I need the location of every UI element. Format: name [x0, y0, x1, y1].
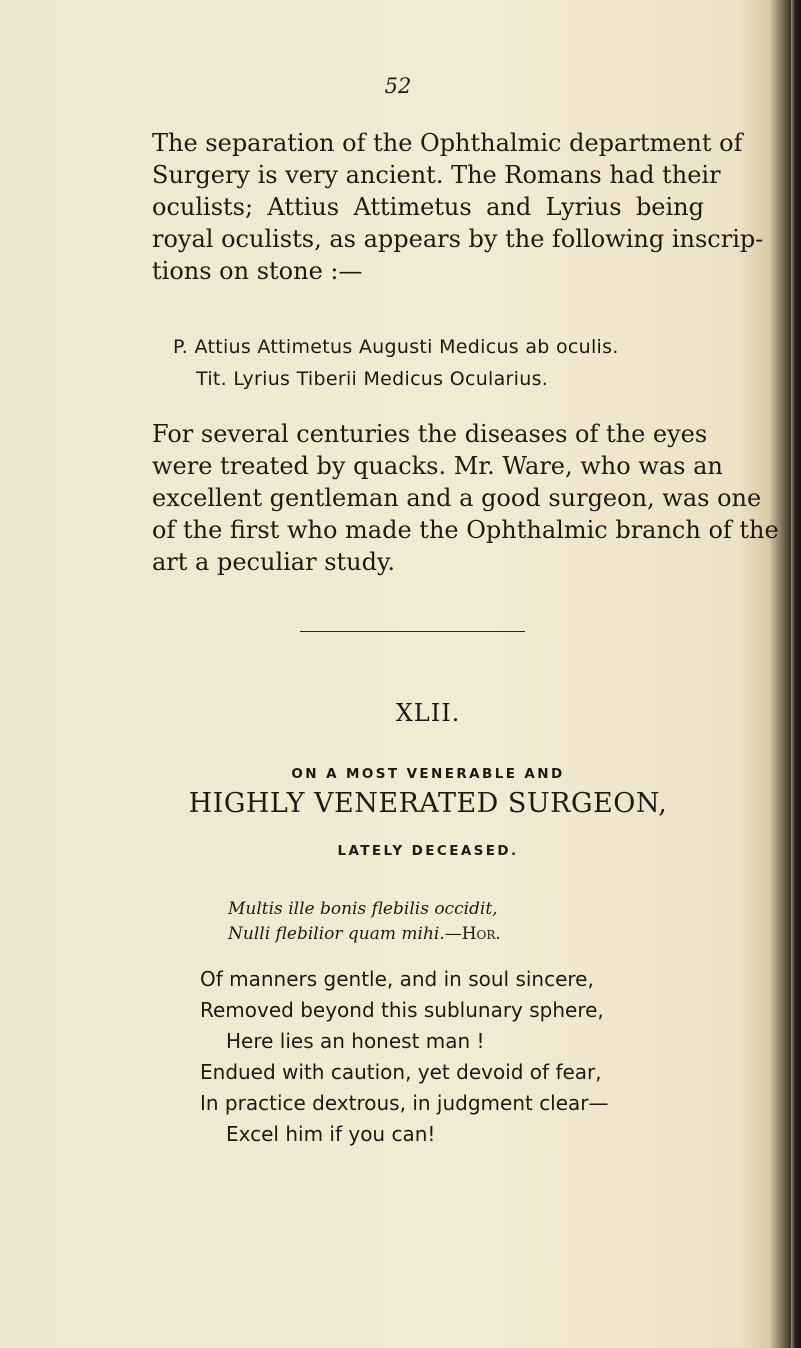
- epigraph-attribution: —Hor.: [444, 924, 501, 944]
- intro-paragraph: [152, 127, 764, 287]
- section-heading-line3: LATELY DECEASED.: [337, 843, 519, 859]
- inscription-line: Tit. Lyrius Tiberii Medicus Ocularius.: [196, 368, 549, 390]
- paragraph-line: were treated by quacks. Mr. Ware, who was an: [152, 452, 723, 480]
- section-divider: [300, 631, 525, 632]
- section-heading-line1: ON A MOST VENERABLE AND: [291, 766, 565, 782]
- paragraph-line: of the first who made the Ophthalmic branch of the: [152, 516, 779, 544]
- paragraph-line: For several centuries the diseases of the eyes: [152, 420, 708, 448]
- page-edge-shadow: [791, 0, 801, 1348]
- section-heading-line2: HIGHLY VENERATED SURGEON,: [188, 788, 668, 819]
- section-numeral: XLII.: [395, 699, 461, 727]
- epigraph-text: Nulli flebilior quam mihi.: [228, 924, 445, 944]
- second-paragraph: [152, 418, 779, 578]
- verse-line: Here lies an honest man !: [226, 1029, 485, 1053]
- intro-line: Surgery is very ancient. The Romans had their: [152, 161, 721, 189]
- intro-line: royal oculists, as appears by the following inscrip-: [152, 225, 764, 253]
- paragraph-line: art a peculiar study.: [152, 548, 395, 576]
- verse-line: Removed beyond this sublunary sphere,: [200, 998, 604, 1022]
- epigraph-line: [228, 924, 501, 944]
- verse-line: Of manners gentle, and in soul sincere,: [200, 967, 594, 991]
- inscription-line: P. Attius Attimetus Augusti Medicus ab oculis.: [173, 336, 619, 358]
- verse-line: In practice dextrous, in judgment clear—: [200, 1091, 609, 1115]
- paragraph-line: excellent gentleman and a good surgeon, was one: [152, 484, 762, 512]
- intro-line: The separation of the Ophthalmic department of: [152, 129, 743, 157]
- intro-line: oculists; Attius Attimetus and Lyrius being: [152, 193, 704, 221]
- verse-line: Excel him if you can!: [226, 1122, 436, 1146]
- intro-line: tions on stone :—: [152, 257, 363, 285]
- page-number: 52: [384, 74, 412, 98]
- verse-line: Endued with caution, yet devoid of fear,: [200, 1060, 602, 1084]
- epigraph-line: Multis ille bonis flebilis occidit,: [228, 899, 498, 919]
